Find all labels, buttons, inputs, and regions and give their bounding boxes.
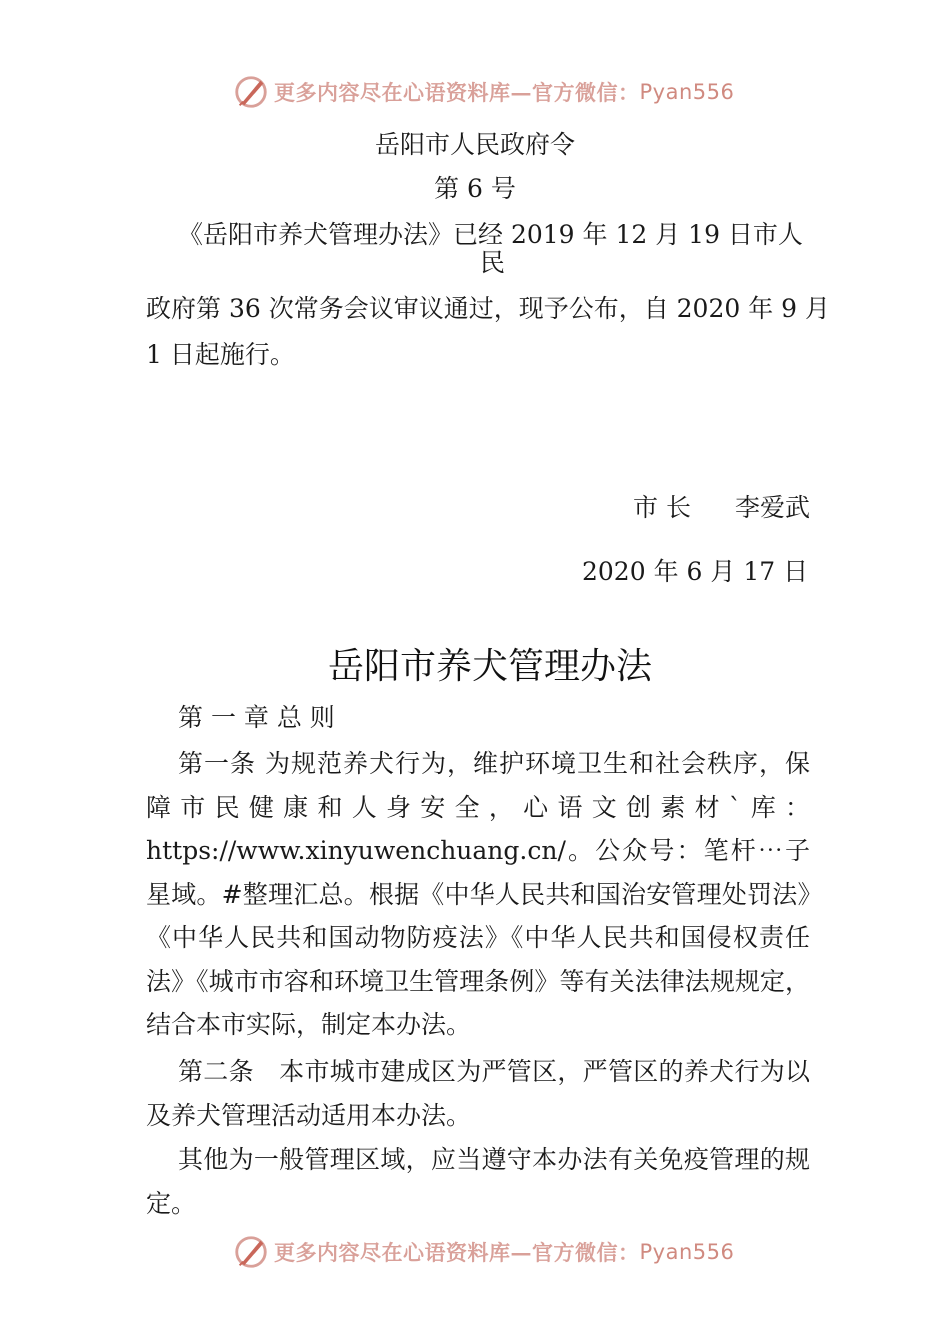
watermark-wechat-id: Pyan556 (639, 1240, 735, 1264)
quill-pen-logo-icon (232, 1233, 270, 1271)
watermark-text: 更多内容尽在心语资料库—官方微信： (274, 80, 640, 105)
article-2-paragraph-2: 其他为一般管理区域，应当遵守本办法有关免疫管理的规定。 (146, 1145, 810, 1218)
watermark-bottom (232, 1232, 734, 1272)
watermark-wechat-id: Pyan556 (639, 80, 735, 104)
article-1: 第一条 为规范养犬行为，维护环境卫生和社会秩序，保障市民健康和人身安全，心语文创素材`库：https://www.xinyuwenchuang.cn/。公众号：笔杆⋯子星域。#整理汇总。根据《中华人民共和国治安管理处罚法》《中华人民共和国动物防疫法》《中华人民共和国侵权责任法》《城市市容和环境卫生管理条例》等有关法律法规规定，结合本市实际，制定本办法。 (146, 749, 810, 1039)
order-title: 岳阳市人民政府令 (374, 130, 575, 159)
article-2: 第二条 本市城市建成区为严管区，严管区的养犬行为以及养犬管理活动适用本办法。 (146, 1057, 810, 1130)
order-text-line1: 《岳阳市养犬管理办法》已经 2019 年 12 月 19 日市人 (178, 220, 803, 249)
order-text-line1-wrap: 民 (480, 248, 506, 277)
order-text-line3: 1 日起施行。 (146, 340, 295, 369)
order-date: 2020 年 6 月 17 日 (582, 557, 809, 586)
order-text-line2: 政府第 36 次常务会议审议通过，现予公布，自 2020 年 9 月 (146, 294, 831, 323)
watermark-text: 更多内容尽在心语资料库—官方微信： (274, 1240, 640, 1265)
document-title: 岳阳市养犬管理办法 (327, 646, 652, 687)
quill-pen-logo-icon (232, 73, 270, 111)
signer-name: 李爱武 (735, 493, 811, 522)
chapter-heading: 第 一 章 总 则 (178, 703, 335, 732)
watermark-top (232, 72, 734, 112)
signer-title: 市 长 (633, 493, 691, 522)
order-number: 第 6 号 (434, 174, 516, 203)
